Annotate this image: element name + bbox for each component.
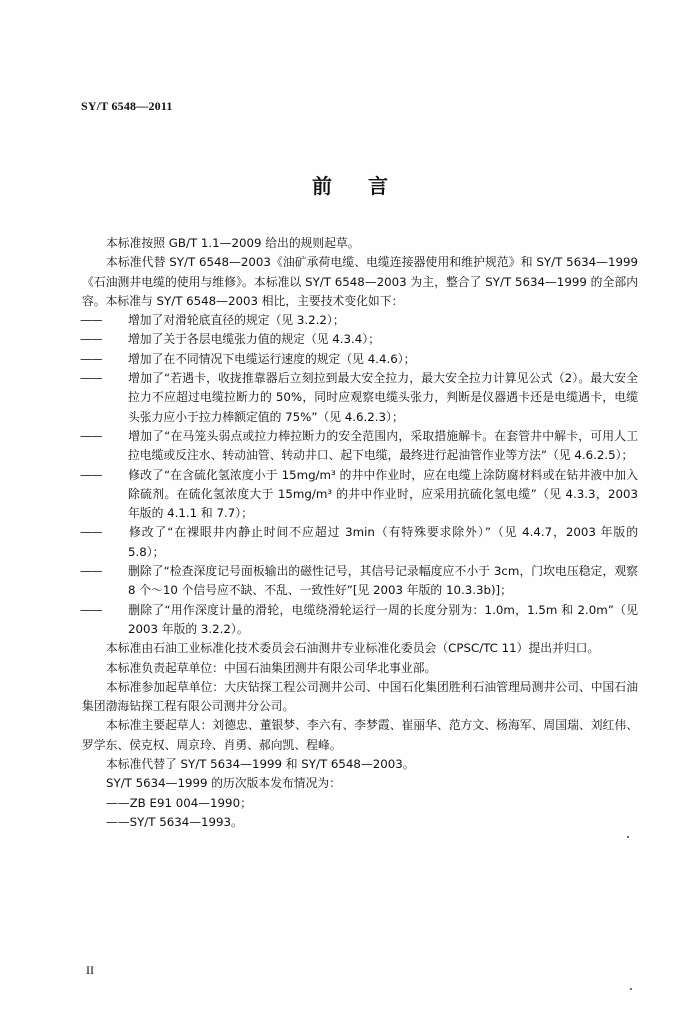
scan-speck <box>630 988 632 990</box>
page-title: 前言 <box>312 174 424 198</box>
page-number: II <box>86 963 94 977</box>
change-item: —— 修改了“在含硫化氢浓度小于 15mg/m³ 的井中作业时，应在电缆上涂防腐材料或在钻井液中加入除硫剂。在硫化氢浓度大于 15mg/m³ 的井中作业时，应采用抗硫化氢电缆”（见 4.3.3，2003 年版的 4.1.1 和 7.7）； <box>80 467 638 521</box>
paragraph-lead-drafter: 本标准负责起草单位：中国石油集团测井有限公司华北事业部。 <box>106 660 437 675</box>
paragraph-proposer: 本标准由石油工业标准化技术委员会石油测井专业标准化委员会（CPSC/TC 11）提出并归口。 <box>106 641 600 656</box>
dash-marker: —— <box>80 602 102 617</box>
history-item: ——ZB E91 004—1990； <box>106 795 252 810</box>
change-item: —— 修改了“在裸眼井内静止时间不应超过 3min（有特殊要求除外）”（见 4.4.7，2003 年版的 5.8）； <box>80 525 638 559</box>
dash-marker: —— <box>80 332 102 347</box>
paragraph-replacement: 本标准代替 SY/T 6548—2003《油矿承荷电缆、电缆连接器使用和维护规范》和 SY/T 5634—1999《石油测井电缆的使用与维修》。本标准以 SY/T 6548—2003 为主，整合了 SY/T 5634—1999 的全部内容。本标准与 SY/T 6548—2003 相比，主要技术变化如下： <box>82 255 638 308</box>
dash-marker: —— <box>80 525 102 540</box>
change-item: —— 增加了对滑轮底直径的规定（见 3.2.2）； <box>82 311 638 330</box>
document-body <box>82 234 638 832</box>
scan-speck <box>627 836 629 838</box>
paragraph-supersedes: 本标准代替了 SY/T 5634—1999 和 SY/T 6548—2003。 <box>106 757 415 772</box>
change-item: —— 增加了“若遇卡，收拢推靠器后立刻拉到最大安全拉力，最大安全拉力计算见公式（2）。最大安全拉力不应超过电缆拉断力的 50%，同时应观察电缆头张力，判断是仪器遇卡还是电缆遇卡，电缆头张力应小于拉力棒额定值的 75%”（见 4.6.2.3）； <box>80 371 638 424</box>
dash-marker: —— <box>80 467 102 482</box>
change-item: —— 增加了在不同情况下电缆运行速度的规定（见 4.4.6）； <box>82 350 638 369</box>
history-item: ——SY/T 5634—1993。 <box>106 814 243 829</box>
paragraph-history-intro: SY/T 5634—1999 的历次版本发布情况为： <box>106 776 341 791</box>
dash-marker: —— <box>80 428 102 443</box>
dash-marker: —— <box>106 814 130 829</box>
standard-code: SY/T 6548—2011 <box>81 99 173 113</box>
dash-marker: —— <box>106 795 130 810</box>
dash-marker: —— <box>80 313 102 328</box>
change-item: —— 增加了关于各层电缆张力值的规定（见 4.3.4）； <box>82 330 638 349</box>
dash-marker: —— <box>80 351 102 366</box>
paragraph-participants: 本标准参加起草单位：大庆钻探工程公司测井公司、中国石化集团胜利石油管理局测井公司、中国石油集团渤海钻探工程有限公司测井分公司。 <box>82 679 638 714</box>
paragraph-authors: 本标准主要起草人：刘德忠、董银梦、李六有、李梦霞、崔丽华、范方文、杨海军、周国瑞、刘红伟、罗学东、侯克权、周京玲、肖勇、郝向凯、程峰。 <box>82 718 638 752</box>
change-item: —— 删除了“用作深度计量的滑轮，电缆绕滑轮运行一周的长度分别为：1.0m，1.5m 和 2.0m”（见 2003 年版的 3.2.2）。 <box>80 602 638 636</box>
dash-marker: —— <box>80 371 102 386</box>
paragraph-drafting-rules: 本标准按照 GB/T 1.1—2009 给出的规则起草。 <box>106 236 360 250</box>
dash-marker: —— <box>80 564 102 579</box>
change-item: —— 增加了“在马笼头弱点或拉力棒拉断力的安全范围内，采取措施解卡。在套管井中解卡，可用人工拉电缆或反注水、转动油管、转动井口、起下电缆，最终进行起油管作业等方法”（见 4.6.2.5）； <box>80 428 638 463</box>
change-item: —— 删除了“检查深度记号面板输出的磁性记号，其信号记录幅度应不小于 3cm，门坎电压稳定，观察 8 个～10 个信号应不缺、不乱、一致性好”[见 2003 年版的 10.3.3b)]； <box>80 564 638 598</box>
